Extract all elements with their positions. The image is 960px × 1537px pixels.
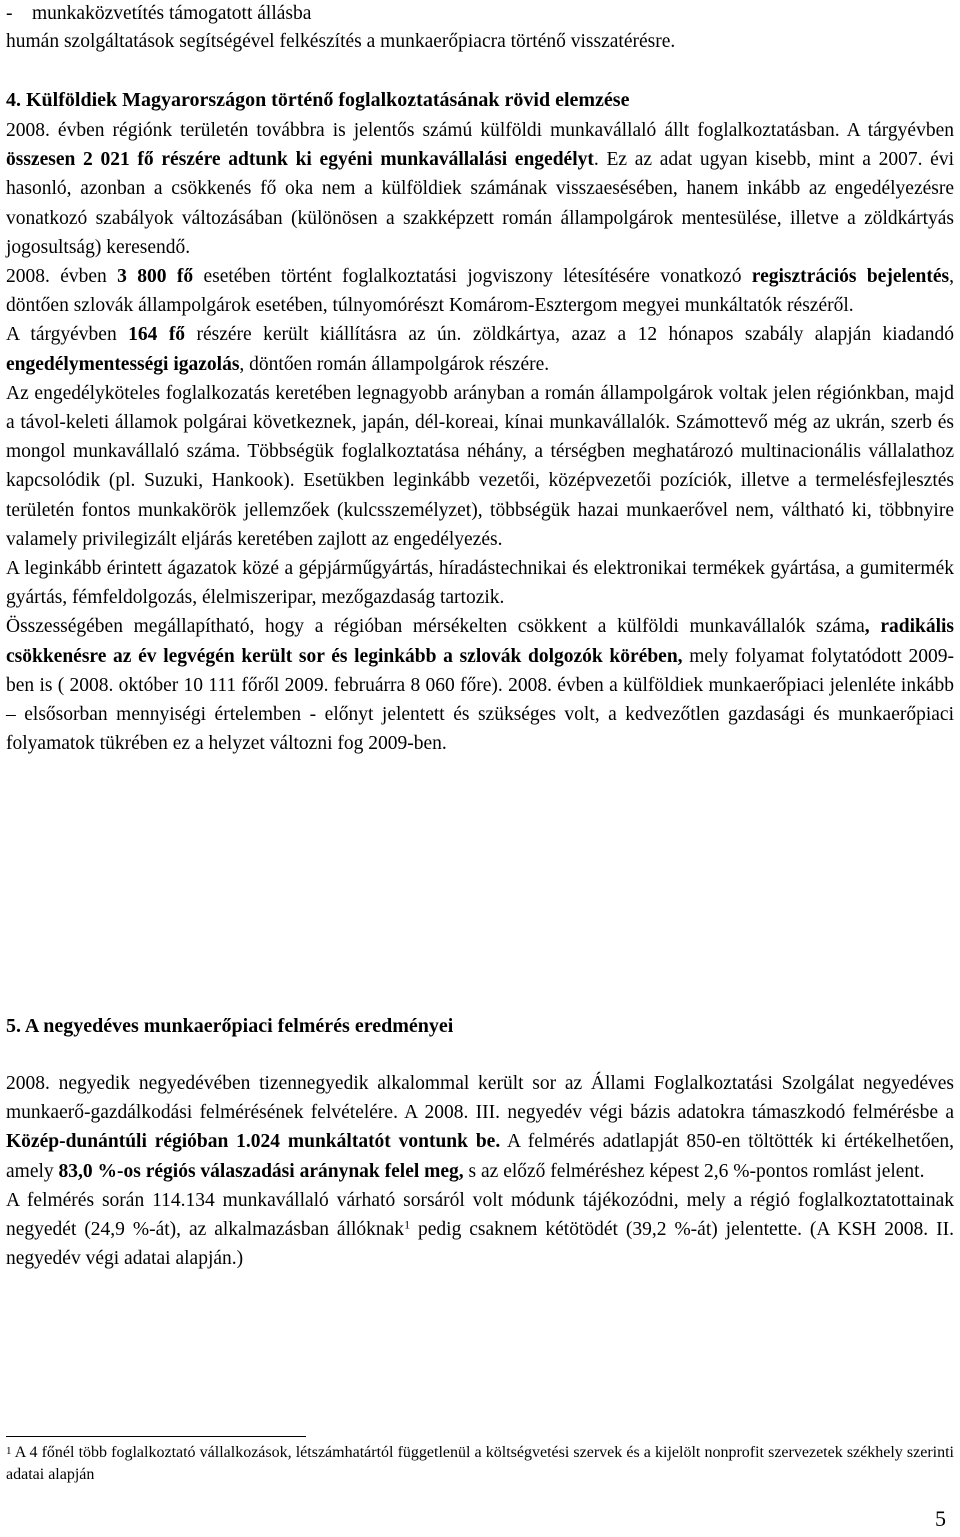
text-run: A felmérés során 114.134 munkavállaló várható sorsáról volt módunk tájékozódni, mely a régió foglalkoztatottainak negyedét (24,9 %-át), az alkalmazásban állóknak bbox=[6, 1189, 954, 1241]
text-run: . Ez az adat ugyan kisebb, mint a 2007. évi hasonló, azonban a csökkenés fő oka nem a külföldiek számának visszaesésében, hanem inkább az engedélyezésre vonatkozó szabályok változásában (különösen a szakképzett román állampolgárok mentesülése, illetve a zöldkártyás jogosultság) keresendő. bbox=[6, 149, 954, 258]
bold-run: engedélymentességi igazolás bbox=[6, 353, 240, 375]
text-run: s az előző felméréshez képest 2,6 %-pontos romlást jelent. bbox=[463, 1160, 925, 1182]
bold-run: 3 800 fő bbox=[117, 266, 194, 288]
section-4-paragraph-1 bbox=[6, 116, 954, 262]
section-5-paragraph-2 bbox=[6, 1186, 954, 1274]
bullet-line: - munkaközvetítés támogatott állásba bbox=[6, 3, 312, 24]
footnote bbox=[6, 1442, 954, 1486]
bold-run: Közép-dunántúli régióban 1.024 munkáltatót vontunk be. bbox=[6, 1131, 501, 1153]
text-run: esetében történt foglalkoztatási jogviszony létesítésére vonatkozó bbox=[193, 266, 752, 288]
intro-line: humán szolgáltatások segítségével felkészítés a munkaerőpiacra történő visszatérésre. bbox=[6, 31, 676, 52]
bold-run: , radikális csökkenésre az év legvégén került sor és leginkább a szlovák dolgozók körében, bbox=[6, 616, 955, 667]
section-4-body bbox=[6, 116, 954, 758]
page-number: 5 bbox=[935, 1506, 946, 1531]
text-run: , döntően román állampolgárok részére. bbox=[239, 353, 550, 375]
section-4-paragraph-2 bbox=[6, 262, 954, 320]
intro-block bbox=[6, 0, 675, 56]
section-5-paragraph-1 bbox=[6, 1069, 954, 1186]
text-run: 2008. évben bbox=[6, 266, 118, 288]
text-run: A tárgyévben bbox=[6, 324, 129, 346]
text-run: 2008. évben régiónk területén továbbra is jelentős számú külföldi munkavállaló állt foglalkoztatásban. A tárgyévben bbox=[6, 120, 954, 141]
text-run: , döntően szlovák állampolgárok esetében, túlnyomórészt Komárom-Esztergom megyei munkáltatók részéről. bbox=[6, 266, 955, 317]
text-run: 2008. negyedik negyedévében tizennegyedik alkalommal került sor az Állami Foglalkoztatási Szolgálat negyedéves munkaerő-gazdálkodási felmérésének felvételére. A 2008. III. negyedév végi bázis adatokra támaszkodó felmérésbe a bbox=[6, 1073, 954, 1124]
footnote-text: A 4 főnél több foglalkoztató vállalkozások, létszámhatártól függetlenül a költségvetési szervek és a kijelölt nonprofit szervezetek székhely szerinti adatai alapján bbox=[6, 1444, 954, 1483]
bold-run: 83,0 %-os régiós válaszadási aránynak felel meg, bbox=[58, 1160, 464, 1182]
footnote-marker: 1 bbox=[6, 1445, 12, 1457]
text-run: részére került kiállításra az ún. zöldkártya, azaz a 12 hónapos szabály alapján kiadandó bbox=[185, 324, 954, 346]
section-5-heading: 5. A negyedéves munkaerőpiaci felmérés eredményei bbox=[6, 1015, 454, 1037]
bold-run: regisztrációs bejelentés bbox=[751, 266, 950, 288]
footnote-reference[interactable]: 1 bbox=[404, 1217, 411, 1232]
footnote-divider bbox=[6, 1436, 306, 1437]
section-4-paragraph-6 bbox=[6, 612, 954, 758]
text-run: Összességében megállapítható, hogy a régióban mérsékelten csökkent a külföldi munkavállalók száma bbox=[6, 616, 865, 638]
section-4-paragraph-5: A leginkább érintett ágazatok közé a gépjárműgyártás, híradástechnikai és elektronikai termékek gyártása, a gumitermék gyártás, fémfeldolgozás, élelmiszeripar, mezőgazdaság tartozik. bbox=[6, 558, 954, 609]
text-run: A felmérés adatlapját 850-en töltötték ki értékelhetően, amely bbox=[6, 1131, 955, 1182]
section-4-paragraph-3 bbox=[6, 320, 954, 378]
bold-run: 164 fő bbox=[128, 324, 186, 346]
text-run: mely folyamat folytatódott 2009-ben is ( 2008. október 10 111 főről 2009. februárra 8 060 főre). 2008. évben a külföldiek munkaerőpiaci jelenléte inkább – elsősorban mennyiségi értelemben - előnyt jelentett és szükséges volt, a kedvezőtlen gazdasági és munkaerőpiaci folyamatok tükrében ez a helyzet változni fog 2009-ben. bbox=[6, 645, 955, 755]
bold-run: összesen 2 021 fő részére adtunk ki egyéni munkavállalási engedélyt bbox=[6, 149, 594, 171]
section-4-paragraph-4: Az engedélyköteles foglalkozatás keretében legnagyobb arányban a román állampolgárok voltak jelen régiónkban, majd a távol-keleti államok polgárai következnek, japán, dél-koreai, kínai munkavállalók. Számottevő még az ukrán, szerb és mongol munkavállaló száma. Többségük foglalkoztatása néhány, a térségben meghatározó multinacionális vállalathoz kapcsolódik (pl. Suzuki, Hankook). Esetükben leginkább vezetői, középvezetői pozíciók, illetve a termelésfejlesztés területén fontos munkakörök jellemzőek (kulcsszemélyzet), többségük hazai munkaerővel nem, váltható ki, többnyire valamely privilegizált eljárás keretében zajlott az engedélyezés. bbox=[6, 382, 954, 550]
section-4-heading: 4. Külföldiek Magyarországon történő foglalkoztatásának rövid elemzése bbox=[6, 89, 630, 111]
section-5-body bbox=[6, 1069, 954, 1273]
text-run: pedig csaknem kétötödét (39,2 %-át) jelentette. (A KSH 2008. II. negyedév végi adatai alapján.) bbox=[6, 1219, 954, 1270]
